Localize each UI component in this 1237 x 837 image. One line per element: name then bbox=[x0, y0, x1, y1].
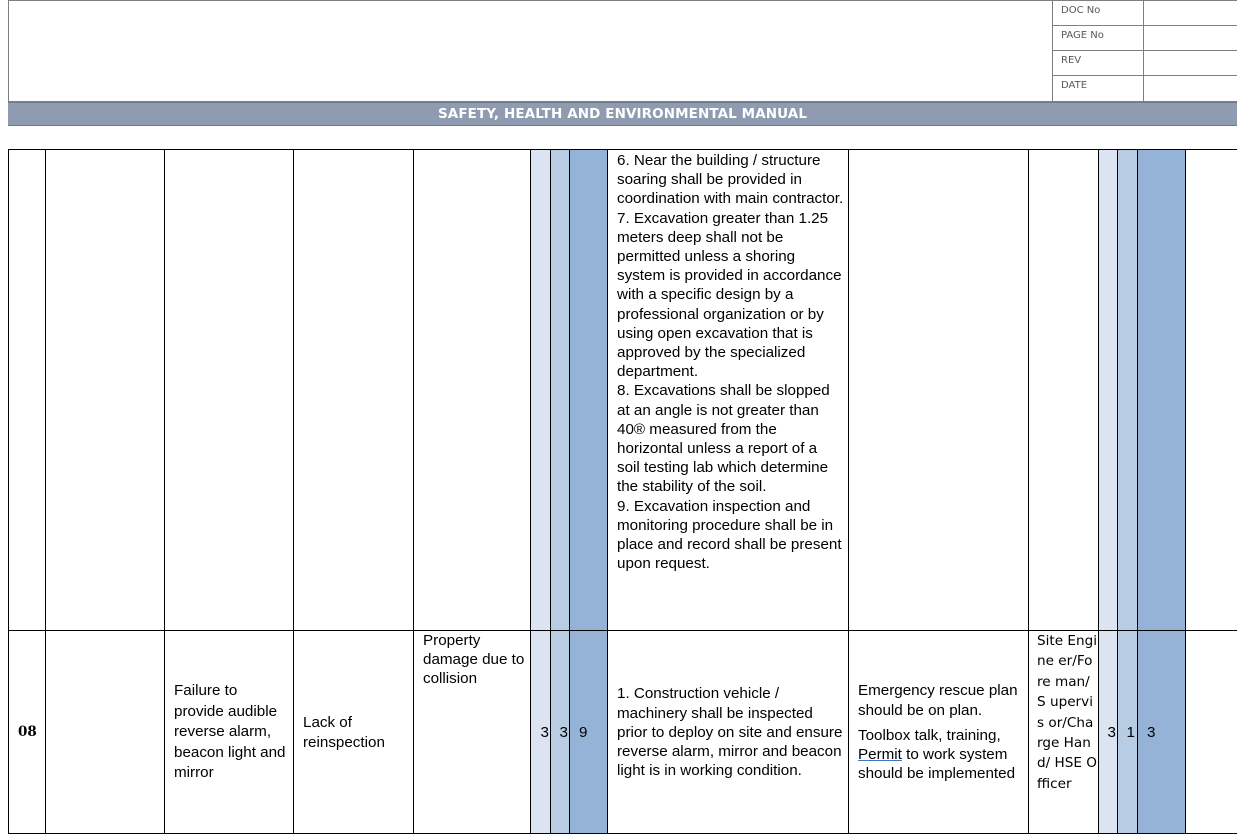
additional-control-2: Toolbox talk, training, Permit to work system should be implemented bbox=[858, 726, 1016, 783]
meta-row-page-no bbox=[1053, 26, 1237, 51]
cell-sno bbox=[8, 150, 45, 631]
document-header bbox=[8, 0, 1237, 102]
cell-initial-likelihood bbox=[530, 150, 550, 631]
initial-risk-value: 9 bbox=[579, 723, 588, 741]
cell-residual-risk bbox=[1137, 631, 1186, 834]
cell-activity bbox=[45, 631, 164, 834]
cell-hazard bbox=[164, 631, 293, 834]
meta-row-doc-no bbox=[1053, 1, 1237, 26]
cell-initial-risk bbox=[569, 150, 607, 631]
cell-initial-likelihood bbox=[530, 631, 550, 834]
control-item-8: 8. Excavations shall be slopped at an angle is not greater than 40® measured from the horizontal unless a report of a soil testing lab which determine the stability of the soil. bbox=[617, 382, 830, 496]
additional-control-1: Emergency rescue plan should be on plan. bbox=[858, 682, 1018, 719]
meta-row-rev bbox=[1053, 51, 1237, 76]
cell-residual-likelihood bbox=[1098, 631, 1117, 834]
cell-initial-risk bbox=[569, 631, 607, 834]
initial-severity-value: 3 bbox=[559, 723, 568, 741]
residual-likelihood-value: 3 bbox=[1107, 723, 1116, 741]
table-row bbox=[8, 630, 1237, 834]
meta-value-rev bbox=[1143, 51, 1237, 75]
cell-effect bbox=[413, 631, 530, 834]
responsibility-text: Site Engine er/Fore man/S upervis or/Cha rge Hand/ HSE Officer bbox=[1037, 633, 1098, 792]
cell-responsibility bbox=[1028, 150, 1098, 631]
cell-control-measures bbox=[607, 150, 848, 631]
row-number: 08 bbox=[18, 723, 37, 740]
cell-initial-severity bbox=[550, 150, 569, 631]
residual-risk-value: 3 bbox=[1147, 723, 1156, 741]
meta-value-page-no bbox=[1143, 26, 1237, 50]
meta-label-rev: REV bbox=[1061, 55, 1082, 66]
control-item-9: 9. Excavation inspection and monitoring procedure shall be in place and record shall be present upon request. bbox=[617, 497, 842, 573]
meta-row-date bbox=[1053, 76, 1237, 103]
cell-residual-likelihood bbox=[1098, 150, 1117, 631]
document-meta-table bbox=[1052, 1, 1237, 103]
cell-additional-controls bbox=[848, 631, 1028, 834]
cell-control-measures bbox=[607, 631, 848, 834]
meta-value-doc-no bbox=[1143, 1, 1237, 25]
meta-value-date bbox=[1143, 76, 1237, 103]
cell-residual-risk bbox=[1137, 150, 1186, 631]
cell-sno bbox=[8, 631, 45, 834]
permit-word: Permit bbox=[858, 746, 902, 764]
meta-label-doc-no: DOC No bbox=[1061, 5, 1101, 16]
control-item-7: 7. Excavation greater than 1.25 meters deep shall not be permitted unless a shoring system is provided in accordance with a specific design by a professional organization or by using open excavation that is approved by the specialized department. bbox=[617, 209, 842, 381]
meta-label-date: DATE bbox=[1061, 80, 1088, 91]
table-row bbox=[8, 149, 1237, 631]
cell-responsibility bbox=[1028, 631, 1098, 834]
cell-cause bbox=[293, 631, 413, 834]
initial-likelihood-value: 3 bbox=[540, 723, 549, 741]
control-item-6: 6. Near the building / structure soaring shall be provided in coordination with main contractor. bbox=[617, 152, 844, 208]
cell-residual-severity bbox=[1117, 631, 1137, 834]
hazard-text: Failure to provide audible reverse alarm, beacon light and mirror bbox=[174, 682, 286, 782]
control-item-1: 1. Construction vehicle / machinery shall be inspected prior to deploy on site and ensure reverse alarm, mirror and beacon light is in working condition. bbox=[617, 685, 843, 780]
cell-additional-controls bbox=[848, 150, 1028, 631]
manual-title: SAFETY, HEALTH AND ENVIRONMENTAL MANUAL bbox=[437, 106, 808, 122]
effect-text: Property damage due to collision bbox=[423, 632, 525, 688]
cause-text: Lack of reinspection bbox=[303, 714, 385, 751]
cell-hazard bbox=[164, 150, 293, 631]
residual-severity-value: 1 bbox=[1126, 723, 1135, 741]
cell-initial-severity bbox=[550, 631, 569, 834]
cell-residual-severity bbox=[1117, 150, 1137, 631]
cell-cause bbox=[293, 150, 413, 631]
meta-label-page-no: PAGE No bbox=[1061, 30, 1104, 41]
cell-activity bbox=[45, 150, 164, 631]
table-bottom-border bbox=[8, 833, 1237, 834]
manual-title-band bbox=[8, 102, 1237, 126]
cell-effect bbox=[413, 150, 530, 631]
